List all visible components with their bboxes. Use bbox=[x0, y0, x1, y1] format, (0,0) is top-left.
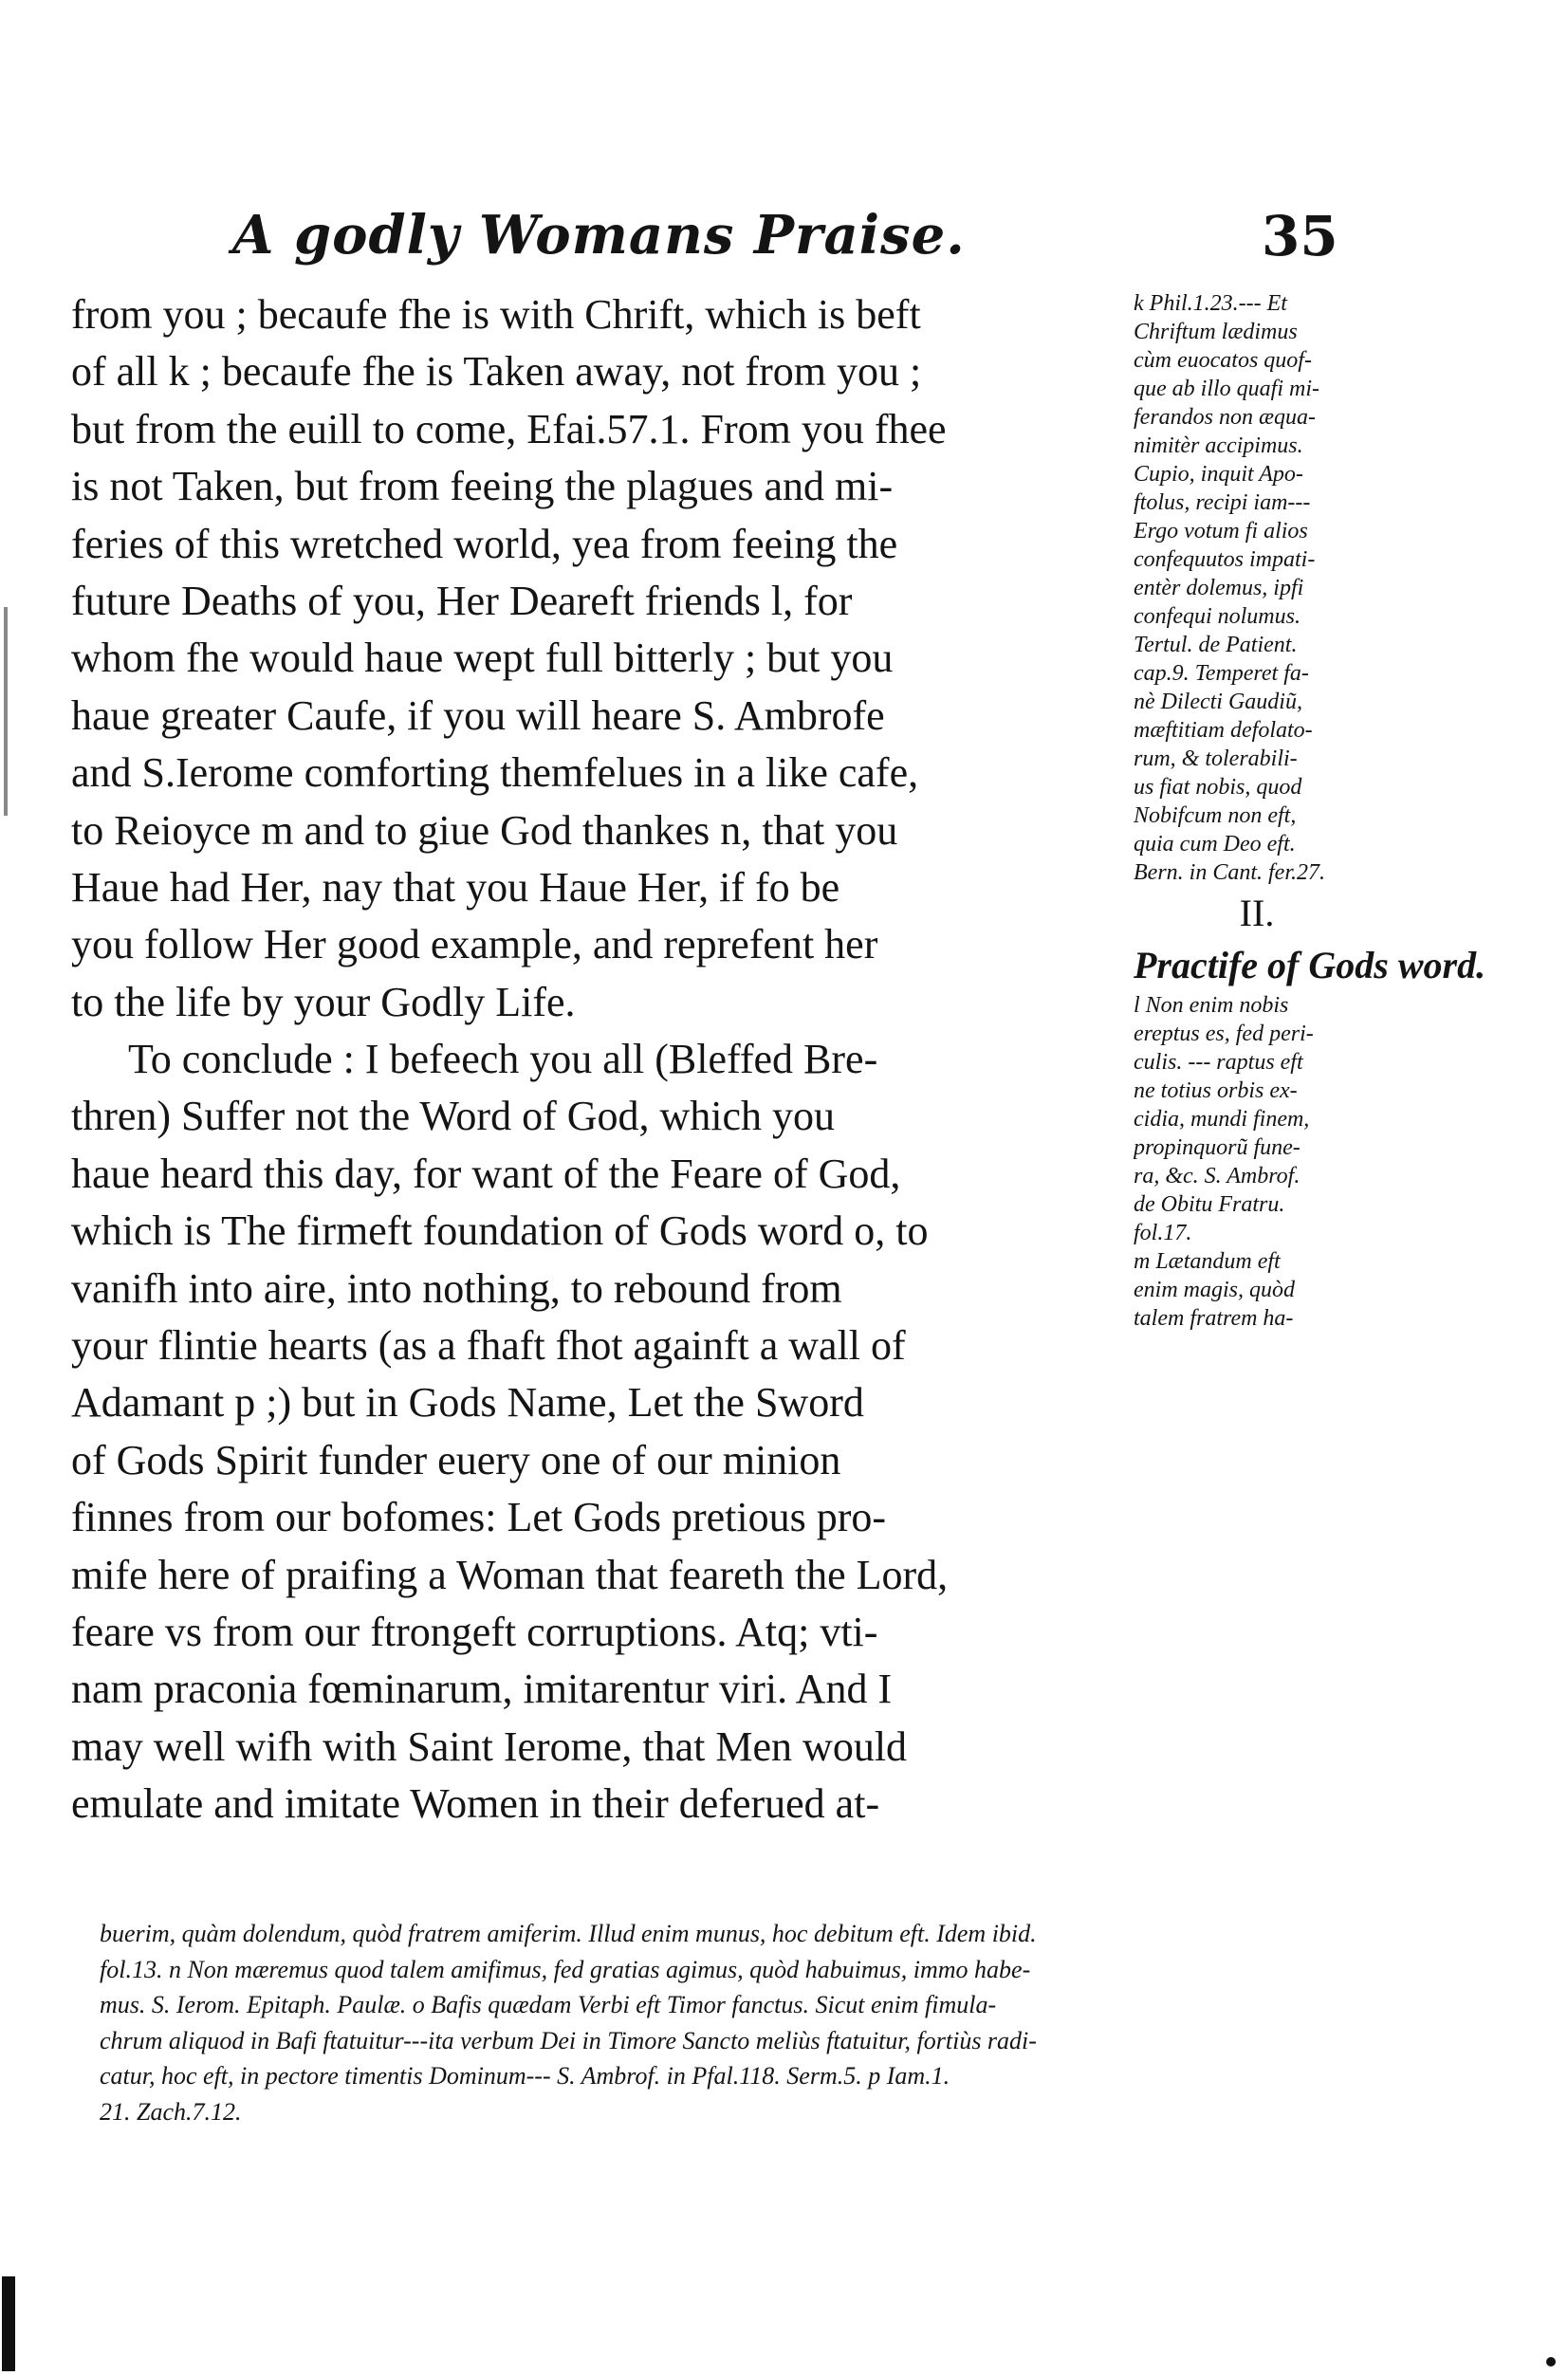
running-head: A godly Womans Praise. bbox=[232, 204, 966, 267]
margin-note-k bbox=[1134, 289, 1437, 887]
margin-note-line: que ab illo quafi mi- bbox=[1134, 377, 1319, 401]
text-line: emulate and imitate Women in their deferued at- bbox=[71, 1780, 880, 1828]
text-line: from you ; becaufe fhe is with Chrift, which is beft bbox=[71, 291, 921, 338]
margin-note-line: talem fratrem ha- bbox=[1134, 1306, 1294, 1331]
margin-note-line: Tertul. de Patient. bbox=[1134, 633, 1298, 657]
text-line: future Deaths of you, Her Deareft friends l, for bbox=[71, 577, 853, 624]
margin-note-line: ra, &c. S. Ambrof. bbox=[1134, 1164, 1301, 1188]
margin-note-line: us fiat nobis, quod bbox=[1134, 775, 1302, 800]
margin-note-line: cidia, mundi finem, bbox=[1134, 1107, 1310, 1132]
text-line: thren) Suffer not the Word of God, which you bbox=[71, 1093, 836, 1140]
text-line: feries of this wretched world, yea from feeing the bbox=[71, 520, 898, 567]
margin-note-l bbox=[1134, 991, 1437, 1247]
margin-note-line: entèr dolemus, ipfi bbox=[1134, 576, 1304, 600]
margin-note-m bbox=[1134, 1247, 1437, 1333]
paragraph-start-line: To conclude : I befeech you all (Bleffed Bre- bbox=[128, 1036, 878, 1083]
footnote-line: 21. Zach.7.12. bbox=[100, 2097, 242, 2126]
text-line: Haue had Her, nay that you Haue Her, if fo be bbox=[71, 863, 840, 911]
margin-notes bbox=[1134, 289, 1486, 1333]
margin-note-line: Ergo votum fi alios bbox=[1134, 519, 1308, 543]
margin-note-line: ferandos non æqua- bbox=[1134, 405, 1316, 430]
text-line: your flintie hearts (as a fhaft fhot againft a wall of bbox=[71, 1322, 906, 1370]
text-line: to the life by your Godly Life. bbox=[71, 978, 576, 1025]
margin-note-line: ne totius orbis ex- bbox=[1134, 1078, 1298, 1103]
text-line: finnes from our bofomes: Let Gods pretious pro- bbox=[71, 1494, 887, 1541]
text-line: but from the euill to come, Efai.57.1. From you fhee bbox=[71, 405, 947, 452]
page-header bbox=[0, 204, 1568, 280]
margin-note-line: enim magis, quòd bbox=[1134, 1278, 1295, 1302]
margin-note-line: Nobifcum non eft, bbox=[1134, 803, 1297, 828]
margin-note-line: cùm euocatos quof- bbox=[1134, 348, 1312, 373]
scan-edge-mark bbox=[2, 2276, 15, 2371]
scan-speck bbox=[1546, 2357, 1556, 2367]
section-numeral: II. bbox=[1239, 892, 1275, 934]
text-line: Adamant p ;) but in Gods Name, Let the Sword bbox=[71, 1379, 864, 1427]
margin-note-line: nè Dilecti Gaudiũ, bbox=[1134, 690, 1302, 714]
text-line: nam praconia fœminarum, imitarentur viri. And I bbox=[71, 1666, 893, 1713]
margin-note-line: propinquorũ fune- bbox=[1134, 1135, 1301, 1160]
margin-note-line: culis. --- raptus eft bbox=[1134, 1050, 1303, 1075]
section-title: Practife of Gods word. bbox=[1134, 944, 1486, 986]
footnote-line: chrum aliquod in Bafi ftatuitur---ita verbum Dei in Timore Sancto meliùs ftatuitur, fortiùs radi- bbox=[100, 2026, 1037, 2054]
footnotes bbox=[100, 1916, 1447, 2129]
footnote-line: mus. S. Ierom. Epitaph. Paulæ. o Bafis quædam Verbi eft Timor fanctus. Sicut enim fimula- bbox=[100, 1991, 997, 2018]
text-line: of all k ; becaufe fhe is Taken away, not from you ; bbox=[71, 348, 922, 396]
text-line: feare vs from our ftrongeft corruptions. Atq; vti- bbox=[71, 1608, 878, 1655]
margin-note-line: cap.9. Temperet fa- bbox=[1134, 661, 1309, 686]
text-line: to Reioyce m and to giue God thankes n, that you bbox=[71, 806, 898, 854]
margin-note-line: rum, & tolerabili- bbox=[1134, 746, 1298, 771]
scan-edge-mark bbox=[4, 607, 8, 816]
text-line: and S.Ierome comforting themfelues in a like cafe, bbox=[71, 749, 919, 797]
margin-note-line: quia cum Deo eft. bbox=[1134, 832, 1296, 856]
text-line: may well wifh with Saint Ierome, that Men would bbox=[71, 1722, 908, 1770]
margin-note-line: m Lætandum eft bbox=[1134, 1249, 1281, 1274]
footnote-line: fol.13. n Non mæremus quod talem amifimus, fed gratias agimus, quòd habuimus, immo habe- bbox=[100, 1955, 1031, 1983]
text-line: vanifh into aire, into nothing, to rebound from bbox=[71, 1264, 842, 1312]
margin-note-line: Bern. in Cant. fer.27. bbox=[1134, 860, 1325, 885]
margin-note-line: confequi nolumus. bbox=[1134, 604, 1301, 629]
margin-note-line: ereptus es, fed peri- bbox=[1134, 1022, 1314, 1046]
text-line: of Gods Spirit funder euery one of our minion bbox=[71, 1436, 841, 1483]
text-line: is not Taken, but from feeing the plagues and mi- bbox=[71, 463, 894, 510]
margin-note-line: nimitèr accipimus. bbox=[1134, 433, 1303, 458]
margin-note-line: Cupio, inquit Apo- bbox=[1134, 462, 1303, 487]
text-line: haue greater Caufe, if you will heare S. Ambrofe bbox=[71, 691, 885, 739]
margin-note-line: l Non enim nobis bbox=[1134, 993, 1289, 1018]
footnote-line: catur, hoc eft, in pectore timentis Dominum--- S. Ambrof. in Pfal.118. Serm.5. p Iam.1. bbox=[100, 2062, 950, 2090]
text-line: which is The firmeft foundation of Gods word o, to bbox=[71, 1207, 929, 1255]
margin-note-line: k Phil.1.23.--- Et bbox=[1134, 291, 1287, 316]
margin-note-line: de Obitu Fratru. bbox=[1134, 1192, 1285, 1217]
margin-note-line: confequutos impati- bbox=[1134, 547, 1316, 572]
text-line: mife here of praifing a Woman that feareth the Lord, bbox=[71, 1551, 949, 1598]
footnote-line: buerim, quàm dolendum, quòd fratrem amiferim. Illud enim munus, hoc debitum eft. Idem ibid. bbox=[100, 1920, 1037, 1947]
page-number: 35 bbox=[1262, 204, 1338, 268]
main-text-column bbox=[71, 286, 1124, 1833]
text-line: whom fhe would haue wept full bitterly ; but you bbox=[71, 635, 894, 682]
text-line: haue heard this day, for want of the Feare of God, bbox=[71, 1150, 901, 1197]
text-line: you follow Her good example, and reprefent her bbox=[71, 921, 878, 968]
margin-note-line: fol.17. bbox=[1134, 1221, 1192, 1245]
margin-note-line: ftolus, recipi iam--- bbox=[1134, 490, 1311, 515]
margin-note-line: mæftitiam defolato- bbox=[1134, 718, 1313, 743]
margin-note-line: Chriftum lædimus bbox=[1134, 320, 1298, 344]
